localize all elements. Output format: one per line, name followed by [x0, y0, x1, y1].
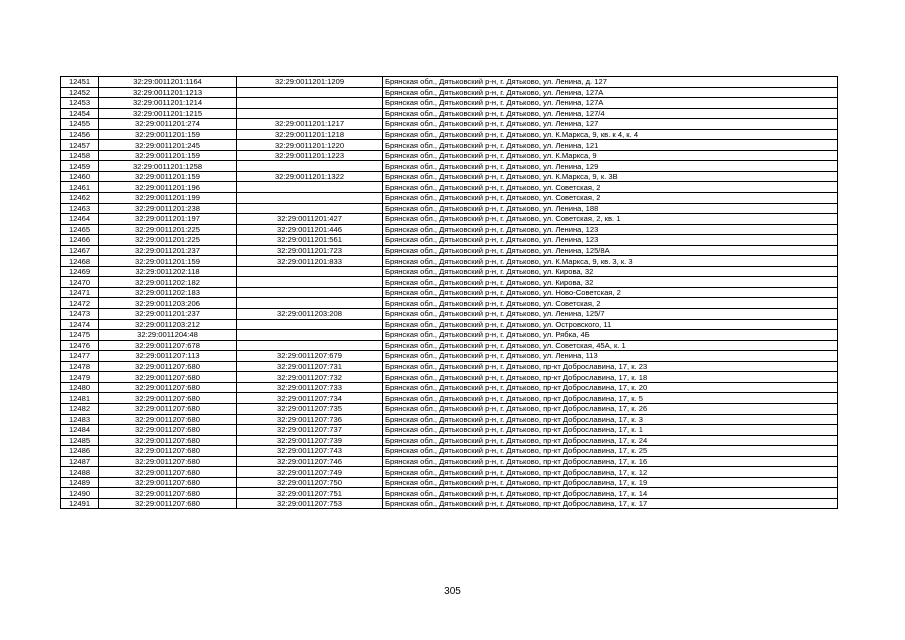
address-cell: Брянская обл., Дятьковский р-н, г. Дятьково, пр-кт Доброславина, 17, к. 17 [383, 498, 838, 509]
cadastral-table [60, 76, 838, 509]
address-cell: Брянская обл., Дятьковский р-н, г. Дятьково, пр-кт Доброславина, 17, к. 26 [383, 403, 838, 414]
parent-cadastral-number-cell: 32:29:0011207:680 [99, 498, 237, 509]
record-number-cell: 12466 [61, 235, 99, 246]
table-row [61, 435, 838, 446]
table-row [61, 140, 838, 151]
cadastral-number-cell: 32:29:0011201:1209 [237, 77, 383, 88]
record-number-cell: 12462 [61, 193, 99, 204]
table-row [61, 129, 838, 140]
parent-cadastral-number-cell: 32:29:0011201:237 [99, 245, 237, 256]
cadastral-number-cell [237, 161, 383, 172]
table-row [61, 414, 838, 425]
record-number-cell: 12454 [61, 108, 99, 119]
cadastral-number-cell [237, 182, 383, 193]
table-row [61, 456, 838, 467]
parent-cadastral-number-cell: 32:29:0011202:182 [99, 277, 237, 288]
table-row [61, 256, 838, 267]
table-row [61, 77, 838, 88]
table-row [61, 393, 838, 404]
table-row [61, 277, 838, 288]
address-cell: Брянская обл., Дятьковский р-н, г. Дятьково, ул. Советская, 2 [383, 193, 838, 204]
cadastral-number-cell: 32:29:0011207:733 [237, 382, 383, 393]
table-row [61, 351, 838, 362]
table-row [61, 266, 838, 277]
record-number-cell: 12473 [61, 309, 99, 320]
cadastral-number-cell: 32:29:0011203:208 [237, 309, 383, 320]
table-row [61, 214, 838, 225]
record-number-cell: 12478 [61, 361, 99, 372]
record-number-cell: 12470 [61, 277, 99, 288]
table-row [61, 171, 838, 182]
record-number-cell: 12460 [61, 171, 99, 182]
cadastral-number-cell: 32:29:0011201:1218 [237, 129, 383, 140]
address-cell: Брянская обл., Дятьковский р-н, г. Дятьково, ул. К.Маркса, 9 [383, 150, 838, 161]
address-cell: Брянская обл., Дятьковский р-н, г. Дятьково, пр-кт Доброславина, 17, к. 3 [383, 414, 838, 425]
cadastral-number-cell: 32:29:0011207:737 [237, 425, 383, 436]
table-row [61, 245, 838, 256]
address-cell: Брянская обл., Дятьковский р-н, г. Дятьково, ул. Советская, 2 [383, 298, 838, 309]
cadastral-number-cell: 32:29:0011201:833 [237, 256, 383, 267]
page-number: 305 [444, 586, 461, 597]
address-cell: Брянская обл., Дятьковский р-н, г. Дятьково, ул. Ленина, 121 [383, 140, 838, 151]
address-cell: Брянская обл., Дятьковский р-н, г. Дятьково, ул. Кирова, 32 [383, 277, 838, 288]
address-cell: Брянская обл., Дятьковский р-н, г. Дятьково, ул. Островского, 11 [383, 319, 838, 330]
parent-cadastral-number-cell: 32:29:0011201:159 [99, 171, 237, 182]
parent-cadastral-number-cell: 32:29:0011207:680 [99, 361, 237, 372]
address-cell: Брянская обл., Дятьковский р-н, г. Дятьково, ул. Ленина, 188 [383, 203, 838, 214]
record-number-cell: 12465 [61, 224, 99, 235]
table-row [61, 498, 838, 509]
table-row [61, 382, 838, 393]
record-number-cell: 12468 [61, 256, 99, 267]
table-row [61, 150, 838, 161]
cadastral-number-cell: 32:29:0011207:751 [237, 488, 383, 499]
record-number-cell: 12458 [61, 150, 99, 161]
parent-cadastral-number-cell: 32:29:0011207:680 [99, 403, 237, 414]
record-number-cell: 12482 [61, 403, 99, 414]
cadastral-number-cell: 32:29:0011207:734 [237, 393, 383, 404]
cadastral-number-cell [237, 203, 383, 214]
table-row [61, 298, 838, 309]
cadastral-number-cell: 32:29:0011201:1220 [237, 140, 383, 151]
record-number-cell: 12484 [61, 425, 99, 436]
table-row [61, 467, 838, 478]
parent-cadastral-number-cell: 32:29:0011201:159 [99, 256, 237, 267]
record-number-cell: 12485 [61, 435, 99, 446]
address-cell: Брянская обл., Дятьковский р-н, г. Дятьково, ул. Ленина, 125/7 [383, 309, 838, 320]
parent-cadastral-number-cell: 32:29:0011201:197 [99, 214, 237, 225]
address-cell: Брянская обл., Дятьковский р-н, г. Дятьково, пр-кт Доброславина, 17, к. 20 [383, 382, 838, 393]
address-cell: Брянская обл., Дятьковский р-н, г. Дятьково, пр-кт Доброславина, 17, к. 14 [383, 488, 838, 499]
address-cell: Брянская обл., Дятьковский р-н, г. Дятьково, пр-кт Доброславина, 17, к. 16 [383, 456, 838, 467]
parent-cadastral-number-cell: 32:29:0011203:206 [99, 298, 237, 309]
table-row [61, 235, 838, 246]
address-cell: Брянская обл., Дятьковский р-н, г. Дятьково, пр-кт Доброславина, 17, к. 19 [383, 477, 838, 488]
parent-cadastral-number-cell: 32:29:0011207:113 [99, 351, 237, 362]
address-cell: Брянская обл., Дятьковский р-н, г. Дятьково, ул. Ново-Советская, 2 [383, 287, 838, 298]
table-row [61, 193, 838, 204]
table-row [61, 287, 838, 298]
cadastral-number-cell: 32:29:0011201:1322 [237, 171, 383, 182]
parent-cadastral-number-cell: 32:29:0011201:237 [99, 309, 237, 320]
address-cell: Брянская обл., Дятьковский р-н, г. Дятьково, ул. Ленина, 127/4 [383, 108, 838, 119]
cadastral-number-cell: 32:29:0011207:735 [237, 403, 383, 414]
cadastral-number-cell [237, 98, 383, 109]
record-number-cell: 12452 [61, 87, 99, 98]
cadastral-number-cell [237, 287, 383, 298]
address-cell: Брянская обл., Дятьковский р-н, г. Дятьково, ул. Ленина, 123 [383, 224, 838, 235]
address-cell: Брянская обл., Дятьковский р-н, г. Дятьково, ул. Ленина, д. 127 [383, 77, 838, 88]
record-number-cell: 12479 [61, 372, 99, 383]
parent-cadastral-number-cell: 32:29:0011201:159 [99, 129, 237, 140]
cadastral-number-cell: 32:29:0011207:743 [237, 446, 383, 457]
parent-cadastral-number-cell: 32:29:0011207:680 [99, 393, 237, 404]
parent-cadastral-number-cell: 32:29:0011207:680 [99, 414, 237, 425]
address-cell: Брянская обл., Дятьковский р-н, г. Дятьково, пр-кт Доброславина, 17, к. 24 [383, 435, 838, 446]
cadastral-number-cell [237, 298, 383, 309]
cadastral-number-cell [237, 277, 383, 288]
cadastral-number-cell: 32:29:0011201:446 [237, 224, 383, 235]
parent-cadastral-number-cell: 32:29:0011201:225 [99, 224, 237, 235]
cadastral-number-cell: 32:29:0011207:732 [237, 372, 383, 383]
table-row [61, 119, 838, 130]
parent-cadastral-number-cell: 32:29:0011207:680 [99, 467, 237, 478]
table-row [61, 361, 838, 372]
record-number-cell: 12481 [61, 393, 99, 404]
cadastral-number-cell: 32:29:0011201:723 [237, 245, 383, 256]
record-number-cell: 12469 [61, 266, 99, 277]
parent-cadastral-number-cell: 32:29:0011207:680 [99, 425, 237, 436]
parent-cadastral-number-cell: 32:29:0011207:680 [99, 477, 237, 488]
table-row [61, 488, 838, 499]
address-cell: Брянская обл., Дятьковский р-н, г. Дятьково, ул. Ленина, 113 [383, 351, 838, 362]
parent-cadastral-number-cell: 32:29:0011202:183 [99, 287, 237, 298]
cadastral-number-cell: 32:29:0011207:679 [237, 351, 383, 362]
table-row [61, 161, 838, 172]
table-row [61, 182, 838, 193]
parent-cadastral-number-cell: 32:29:0011201:238 [99, 203, 237, 214]
address-cell: Брянская обл., Дятьковский р-н, г. Дятьково, пр-кт Доброславина, 17, к. 18 [383, 372, 838, 383]
parent-cadastral-number-cell: 32:29:0011201:199 [99, 193, 237, 204]
record-number-cell: 12476 [61, 340, 99, 351]
cadastral-number-cell [237, 340, 383, 351]
record-number-cell: 12455 [61, 119, 99, 130]
record-number-cell: 12490 [61, 488, 99, 499]
parent-cadastral-number-cell: 32:29:0011203:212 [99, 319, 237, 330]
record-number-cell: 12489 [61, 477, 99, 488]
record-number-cell: 12451 [61, 77, 99, 88]
address-cell: Брянская обл., Дятьковский р-н, г. Дятьково, пр-кт Доброславина, 17, к. 12 [383, 467, 838, 478]
parent-cadastral-number-cell: 32:29:0011201:1213 [99, 87, 237, 98]
table-row [61, 203, 838, 214]
cadastral-number-cell [237, 266, 383, 277]
cadastral-number-cell: 32:29:0011207:736 [237, 414, 383, 425]
parent-cadastral-number-cell: 32:29:0011201:159 [99, 150, 237, 161]
parent-cadastral-number-cell: 32:29:0011201:1214 [99, 98, 237, 109]
cadastral-number-cell [237, 87, 383, 98]
record-number-cell: 12471 [61, 287, 99, 298]
table-row [61, 446, 838, 457]
record-number-cell: 12475 [61, 330, 99, 341]
record-number-cell: 12483 [61, 414, 99, 425]
table-row [61, 425, 838, 436]
record-number-cell: 12487 [61, 456, 99, 467]
record-number-cell: 12486 [61, 446, 99, 457]
parent-cadastral-number-cell: 32:29:0011207:678 [99, 340, 237, 351]
address-cell: Брянская обл., Дятьковский р-н, г. Дятьково, ул. Ленина, 123 [383, 235, 838, 246]
table-row [61, 403, 838, 414]
table-row [61, 340, 838, 351]
parent-cadastral-number-cell: 32:29:0011201:1258 [99, 161, 237, 172]
record-number-cell: 12480 [61, 382, 99, 393]
address-cell: Брянская обл., Дятьковский р-н, г. Дятьково, ул. Кирова, 32 [383, 266, 838, 277]
address-cell: Брянская обл., Дятьковский р-н, г. Дятьково, ул. Ленина, 129 [383, 161, 838, 172]
cadastral-number-cell: 32:29:0011201:561 [237, 235, 383, 246]
parent-cadastral-number-cell: 32:29:0011201:1215 [99, 108, 237, 119]
parent-cadastral-number-cell: 32:29:0011204:48 [99, 330, 237, 341]
address-cell: Брянская обл., Дятьковский р-н, г. Дятьково, ул. Советская, 45А, к. 1 [383, 340, 838, 351]
record-number-cell: 12456 [61, 129, 99, 140]
cadastral-number-cell: 32:29:0011201:1217 [237, 119, 383, 130]
address-cell: Брянская обл., Дятьковский р-н, г. Дятьково, ул. Ленина, 125/8А [383, 245, 838, 256]
cadastral-number-cell: 32:29:0011201:427 [237, 214, 383, 225]
cadastral-table-body [61, 77, 838, 509]
cadastral-number-cell: 32:29:0011207:739 [237, 435, 383, 446]
record-number-cell: 12464 [61, 214, 99, 225]
address-cell: Брянская обл., Дятьковский р-н, г. Дятьково, пр-кт Доброславина, 17, к. 5 [383, 393, 838, 404]
cadastral-number-cell [237, 330, 383, 341]
parent-cadastral-number-cell: 32:29:0011207:680 [99, 435, 237, 446]
address-cell: Брянская обл., Дятьковский р-н, г. Дятьково, пр-кт Доброславина, 17, к. 1 [383, 425, 838, 436]
parent-cadastral-number-cell: 32:29:0011207:680 [99, 372, 237, 383]
address-cell: Брянская обл., Дятьковский р-н, г. Дятьково, ул. К.Маркса, 9, к. 3В [383, 171, 838, 182]
address-cell: Брянская обл., Дятьковский р-н, г. Дятьково, ул. Советская, 2 [383, 182, 838, 193]
record-number-cell: 12491 [61, 498, 99, 509]
record-number-cell: 12477 [61, 351, 99, 362]
record-number-cell: 12461 [61, 182, 99, 193]
record-number-cell: 12453 [61, 98, 99, 109]
parent-cadastral-number-cell: 32:29:0011202:118 [99, 266, 237, 277]
table-row [61, 87, 838, 98]
parent-cadastral-number-cell: 32:29:0011207:680 [99, 456, 237, 467]
parent-cadastral-number-cell: 32:29:0011201:1164 [99, 77, 237, 88]
address-cell: Брянская обл., Дятьковский р-н, г. Дятьково, ул. Советская, 2, кв. 1 [383, 214, 838, 225]
cadastral-number-cell [237, 108, 383, 119]
cadastral-number-cell: 32:29:0011201:1223 [237, 150, 383, 161]
address-cell: Брянская обл., Дятьковский р-н, г. Дятьково, пр-кт Доброславина, 17, к. 23 [383, 361, 838, 372]
table-row [61, 309, 838, 320]
parent-cadastral-number-cell: 32:29:0011201:274 [99, 119, 237, 130]
cadastral-number-cell: 32:29:0011207:731 [237, 361, 383, 372]
cadastral-number-cell: 32:29:0011207:753 [237, 498, 383, 509]
cadastral-number-cell: 32:29:0011207:746 [237, 456, 383, 467]
table-row [61, 98, 838, 109]
cadastral-number-cell: 32:29:0011207:750 [237, 477, 383, 488]
cadastral-number-cell: 32:29:0011207:749 [237, 467, 383, 478]
parent-cadastral-number-cell: 32:29:0011207:680 [99, 446, 237, 457]
parent-cadastral-number-cell: 32:29:0011201:196 [99, 182, 237, 193]
record-number-cell: 12459 [61, 161, 99, 172]
record-number-cell: 12474 [61, 319, 99, 330]
table-row [61, 224, 838, 235]
parent-cadastral-number-cell: 32:29:0011207:680 [99, 382, 237, 393]
record-number-cell: 12463 [61, 203, 99, 214]
address-cell: Брянская обл., Дятьковский р-н, г. Дятьково, ул. Ленина, 127 [383, 119, 838, 130]
record-number-cell: 12457 [61, 140, 99, 151]
parent-cadastral-number-cell: 32:29:0011201:245 [99, 140, 237, 151]
parent-cadastral-number-cell: 32:29:0011201:225 [99, 235, 237, 246]
address-cell: Брянская обл., Дятьковский р-н, г. Дятьково, пр-кт Доброславина, 17, к. 25 [383, 446, 838, 457]
record-number-cell: 12467 [61, 245, 99, 256]
cadastral-number-cell [237, 319, 383, 330]
address-cell: Брянская обл., Дятьковский р-н, г. Дятьково, ул. Ленина, 127А [383, 87, 838, 98]
parent-cadastral-number-cell: 32:29:0011207:680 [99, 488, 237, 499]
table-row [61, 330, 838, 341]
address-cell: Брянская обл., Дятьковский р-н, г. Дятьково, ул. Рябка, 4Б [383, 330, 838, 341]
table-row [61, 372, 838, 383]
cadastral-number-cell [237, 193, 383, 204]
record-number-cell: 12472 [61, 298, 99, 309]
record-number-cell: 12488 [61, 467, 99, 478]
address-cell: Брянская обл., Дятьковский р-н, г. Дятьково, ул. Ленина, 127А [383, 98, 838, 109]
table-row [61, 108, 838, 119]
address-cell: Брянская обл., Дятьковский р-н, г. Дятьково, ул. К.Маркса, 9, кв. 3, к. 3 [383, 256, 838, 267]
address-cell: Брянская обл., Дятьковский р-н, г. Дятьково, ул. К.Маркса, 9, кв. к 4, к. 4 [383, 129, 838, 140]
table-row [61, 477, 838, 488]
table-row [61, 319, 838, 330]
